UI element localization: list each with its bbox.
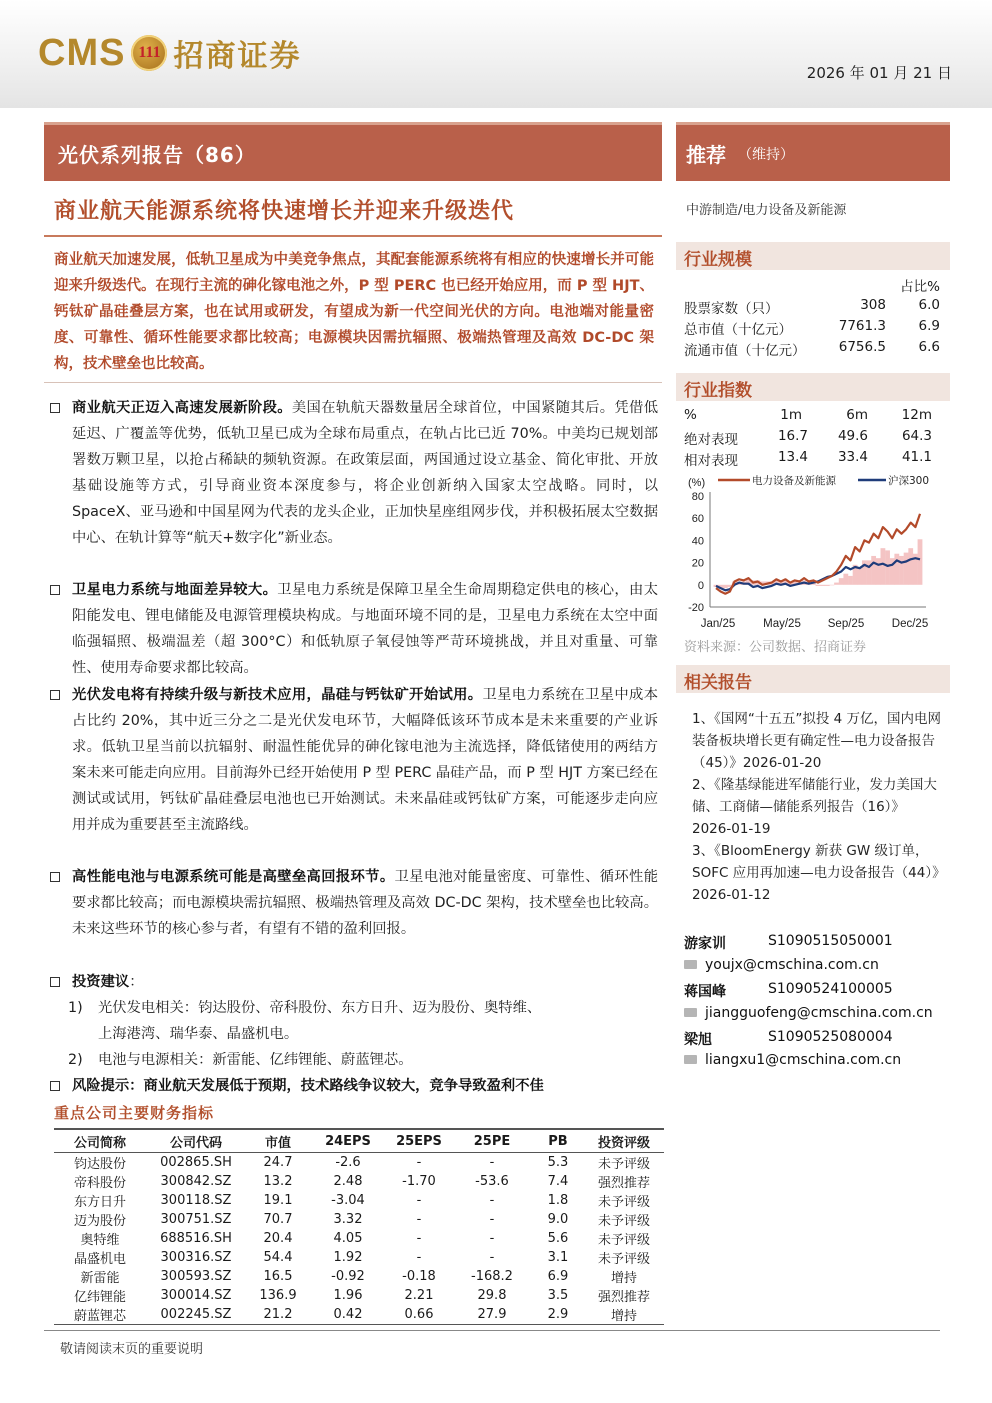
table-cell: -: [416, 1155, 422, 1170]
table-cell: 27.9: [452, 1305, 532, 1325]
logo-chinese-name: 招商证券: [173, 39, 302, 74]
index-col-12m: 12m: [901, 407, 932, 423]
table-cell: 3.1: [547, 1250, 569, 1265]
excess-return-bar: [918, 539, 923, 585]
table-cell: 未予评级: [597, 1157, 650, 1172]
table-cell: 300118.SZ: [160, 1193, 232, 1208]
column-header: 公司简称: [54, 1129, 146, 1153]
analyst-name: 游家训: [684, 936, 726, 952]
table-cell: 增持: [610, 1271, 637, 1286]
index-label: 绝对表现: [684, 432, 738, 448]
bullet-text: ：: [129, 974, 144, 990]
chart-svg: [680, 470, 950, 636]
logo-seal-icon: 111: [131, 35, 167, 71]
table-cell: 4.05: [333, 1231, 363, 1246]
bullet-heading: 高性能电池与电源系统可能是高壁垒高回报环节。: [72, 869, 395, 885]
table-cell: 54.4: [263, 1250, 293, 1265]
related-report-item[interactable]: 3、《BloomEnergy 新获 GW 级订单，SOFC 应用再加速—电力设备报告（44）》2026-01-12: [692, 843, 939, 903]
email-text: jiangguofeng@cmschina.com.cn: [705, 1005, 933, 1021]
email-text: youjx@cmschina.com.cn: [705, 957, 879, 973]
bullet-heading: 商业航天正迈入高速发展新阶段。: [72, 400, 292, 416]
table-cell: 1.92: [333, 1250, 363, 1265]
table-cell: 亿纬锂能: [73, 1290, 126, 1305]
excess-return-bar: [848, 576, 853, 585]
table-cell: -: [416, 1250, 422, 1265]
legend-label: 电力设备及新能源: [752, 475, 836, 487]
scale-value: 308: [860, 297, 886, 313]
risk-heading: 风险提示：: [72, 1078, 144, 1094]
index-1m: 16.7: [777, 428, 808, 444]
table-cell: -: [489, 1250, 495, 1265]
y-tick-label: 0: [697, 579, 704, 592]
x-tick-label: Dec/25: [891, 618, 929, 630]
index-col-1m: 1m: [780, 407, 802, 423]
column-header: 25EPS: [386, 1129, 452, 1153]
index-12m: 64.3: [901, 428, 932, 444]
risk-text: 商业航天发展低于预期，技术路线争议较大，竞争导致盈利不佳: [143, 1078, 544, 1094]
table-row: [54, 1191, 664, 1210]
table-cell: 蔚蓝锂芯: [54, 1305, 146, 1325]
table-cell: 未予评级: [597, 1233, 650, 1248]
index-row: [684, 428, 942, 448]
bullet-text: 卫星电力系统是保障卫星全生命周期稳定供电的核心，由太阳能发电、锂电储能及电源管理模块构成。与地面环境不同的是，卫星电力系统在太空中面临强辐照、极端温差（超 300°C）和低轨原子氧侵蚀等严苛环境挑战，并且对重量、可靠性、使用寿命要求都比较高。: [72, 582, 659, 676]
index-1m: 13.4: [777, 449, 808, 465]
financial-table: [54, 1128, 664, 1325]
table-cell: 70.7: [263, 1212, 293, 1227]
industry-index-title: 行业指数: [684, 381, 752, 401]
column-header: 24EPS: [310, 1129, 386, 1153]
table-cell: 136.9: [259, 1288, 297, 1303]
table-cell: 强烈推荐: [597, 1176, 650, 1191]
column-header: 25PE: [452, 1129, 532, 1153]
table-cell: 钧达股份: [73, 1157, 126, 1172]
excess-return-bar: [876, 558, 881, 585]
bullet-item: [50, 864, 658, 942]
y-tick-label: 80: [691, 491, 704, 503]
excess-return-bar: [908, 548, 913, 585]
analyst-name: 蒋国峰: [684, 984, 726, 1000]
table-cell: 未予评级: [597, 1252, 650, 1267]
table-row: [54, 1248, 664, 1267]
analyst-email[interactable]: [684, 1052, 901, 1074]
report-date: 2026 年 01 月 21 日: [806, 64, 952, 82]
scale-label: 总市值（十亿元）: [684, 322, 792, 338]
excess-return-bar: [820, 585, 825, 586]
summary-paragraph: 商业航天加速发展，低轨卫星成为中美竞争焦点，其配套能源系统将有相应的快速增长并可能迎来升级迭代。在现行主流的砷化镓电池之外，P 型 PERC 也已经开始应用，而 P 型 HJT、钙钛矿晶硅叠层方案，也在试用或研发，有望成为新一代空间光伏的方向。电池端对能量密度、可靠性、循环性能要求都比较高；电源模块因需抗辐照、极端热管理及高效 DC-DC 架构，技术壁垒也比较高。: [54, 252, 654, 372]
analyst-email[interactable]: [684, 1005, 933, 1027]
excess-return-bar: [839, 578, 844, 585]
suggestion-continuation: 上海港湾、瑞华泰、晶盛机电。: [98, 1026, 299, 1042]
excess-return-bar: [830, 585, 835, 586]
y-tick-label: 20: [691, 557, 704, 570]
table-cell: 002245.SZ: [146, 1305, 246, 1325]
industry-scale-title: 行业规模: [684, 250, 752, 270]
table-cell: -2.6: [335, 1155, 361, 1170]
index-6m: 33.4: [837, 449, 868, 465]
table-cell: 3.5: [547, 1288, 569, 1303]
table-cell: -168.2: [471, 1269, 513, 1284]
rating-label: 推荐: [686, 143, 726, 167]
excess-return-bar: [899, 556, 904, 585]
table-cell: -53.6: [475, 1174, 509, 1189]
report-title: 商业航天能源系统将快速增长并迎来升级迭代: [54, 199, 515, 224]
table-cell: -0.18: [402, 1269, 436, 1284]
bullet-item: [50, 969, 658, 995]
rating-banner: [676, 122, 950, 181]
table-row: [54, 1286, 664, 1305]
index-6m: 49.6: [837, 428, 868, 444]
table-cell: 6.9: [547, 1269, 569, 1284]
suggestion-number: 1): [68, 1000, 83, 1016]
table-cell: 13.2: [263, 1174, 293, 1189]
scale-row: [684, 297, 942, 317]
checkbox-bullet-icon: [50, 1081, 60, 1091]
related-report-item[interactable]: 2、《隆基绿能进军储能行业，发力美国大储、工商储—储能系列报告（16）》2026-01-19: [692, 777, 937, 837]
x-tick-label: May/25: [763, 618, 801, 630]
excess-return-bar: [843, 574, 848, 585]
table-cell: 0.66: [386, 1305, 452, 1325]
table-cell: 300751.SZ: [160, 1212, 232, 1227]
table-cell: 19.1: [263, 1193, 293, 1208]
legend-label: 沪深300: [888, 475, 930, 487]
scale-value: 6756.5: [838, 339, 886, 355]
table-cell: 20.4: [263, 1231, 293, 1246]
scale-label: 流通市值（十亿元）: [684, 343, 806, 359]
y-tick-label: -20: [688, 602, 704, 614]
table-cell: 迈为股份: [73, 1214, 126, 1229]
index-col-label: %: [684, 407, 697, 423]
summary-divider: [44, 382, 662, 383]
table-row: [54, 1210, 664, 1229]
table-row: [54, 1229, 664, 1248]
suggestion-item: [68, 995, 541, 1021]
table-cell: 300316.SZ: [160, 1250, 232, 1265]
table-cell: 增持: [584, 1305, 664, 1325]
title-divider: [44, 235, 662, 237]
mail-icon: [684, 960, 697, 969]
suggestion-text: 光伏发电相关：钧达股份、帝科股份、东方日升、迈为股份、奥特维、: [98, 1000, 542, 1016]
risk-warning: [50, 1073, 658, 1099]
table-cell: 21.2: [246, 1305, 310, 1325]
scale-label: 股票家数（只）: [684, 301, 779, 317]
analyst: [684, 933, 893, 955]
table-cell: 1.96: [333, 1288, 363, 1303]
table-cell: 奥特维: [80, 1233, 120, 1248]
industry-index-header: [676, 373, 950, 401]
table-cell: -1.70: [402, 1174, 436, 1189]
table-cell: 29.8: [477, 1288, 507, 1303]
scale-pct: 6.9: [918, 318, 940, 334]
table-cell: 002865.SH: [160, 1155, 232, 1170]
table-cell: -: [489, 1155, 495, 1170]
index-label: 相对表现: [684, 453, 738, 469]
checkbox-bullet-icon: [50, 977, 60, 987]
analyst: [684, 981, 893, 1003]
table-cell: -: [416, 1231, 422, 1246]
table-cell: 东方日升: [73, 1195, 126, 1210]
chart-source: 资料来源：公司数据、招商证券: [684, 640, 867, 655]
table-cell: 24.7: [263, 1155, 293, 1170]
analyst-id: S1090524100005: [768, 981, 893, 997]
excess-return-bar: [857, 568, 862, 585]
industry-scale-header: [676, 242, 950, 270]
logo-text: CMS: [38, 31, 126, 74]
checkbox-bullet-icon: [50, 585, 60, 595]
checkbox-bullet-icon: [50, 872, 60, 882]
table-cell: 9.0: [547, 1212, 569, 1227]
bullet-text: 美国在轨航天器数量居全球首位，中国紧随其后。凭借低延迟、广覆盖等优势，低轨卫星已成为全球布局重点，在轨占比已近 70%。中美均已规划部署数万颗卫星，以抢占稀缺的频轨资源。在政策层面，两国通过设立基金、简化审批、开放基础设施等方式，引导商业资本深度参与，将企业创新纳入国家太空战略。同时，以 SpaceX、亚马逊和中国星网为代表的龙头企业，正加快星座组网步伐，并积极拓展太空数据中心、在轨计算等“航天+数字化”新业态。: [72, 400, 659, 546]
pct-header: 占比%: [900, 279, 940, 295]
bullet-item: [50, 395, 658, 551]
table-cell: -: [489, 1193, 495, 1208]
excess-return-bar: [885, 550, 890, 584]
scale-row: [684, 339, 942, 359]
bullet-item: [50, 682, 658, 838]
analyst-id: S1090525080004: [768, 1029, 893, 1045]
mail-icon: [684, 1008, 697, 1017]
bullet-heading: 光伏发电将有持续升级与新技术应用，晶硅与钙钛矿开始试用。: [72, 687, 483, 703]
performance-chart: [680, 470, 950, 636]
table-row: [54, 1153, 664, 1173]
excess-return-bar: [723, 585, 728, 588]
excess-return-bar: [834, 583, 839, 585]
scale-pct: 6.0: [918, 297, 940, 313]
table-cell: 强烈推荐: [597, 1290, 650, 1305]
rating-note: （维持）: [738, 147, 794, 163]
suggestion-text: 电池与电源相关：新雷能、亿纬锂能、蔚蓝锂芯。: [98, 1052, 413, 1068]
table-cell: 2.48: [333, 1174, 363, 1189]
series-label: 光伏系列报告（86）: [58, 143, 256, 167]
excess-return-bar: [871, 556, 876, 585]
table-cell: 688516.SH: [160, 1231, 232, 1246]
financial-table-title: 重点公司主要财务指标: [54, 1104, 215, 1122]
related-report-item[interactable]: 1、《国网“十五五”拟投 4 万亿，国内电网装备板块增长更有确定性—电力设备报告（45）》2026-01-20: [692, 711, 941, 771]
table-cell: 晶盛机电: [73, 1252, 126, 1267]
table-row: [54, 1305, 664, 1325]
bullet-heading: 投资建议: [72, 974, 130, 990]
table-cell: 2.9: [532, 1305, 584, 1325]
index-col-6m: 6m: [846, 407, 868, 423]
y-tick-label: 40: [691, 535, 704, 548]
analyst-id: S1090515050001: [768, 933, 893, 949]
column-header: 公司代码: [146, 1129, 246, 1153]
table-cell: 300014.SZ: [160, 1288, 232, 1303]
table-cell: 新雷能: [80, 1271, 120, 1286]
table-row: [54, 1172, 664, 1191]
table-cell: 0.42: [310, 1305, 386, 1325]
excess-return-bar: [825, 585, 830, 586]
table-cell: 16.5: [263, 1269, 293, 1284]
y-tick-label: 60: [691, 513, 704, 526]
related-reports-header: [676, 665, 950, 693]
excess-return-bar: [894, 554, 899, 585]
sector-label: 中游制造/电力设备及新能源: [686, 203, 847, 218]
cms-logo: [38, 28, 301, 78]
excess-return-bar: [904, 553, 909, 585]
table-cell: 1.8: [547, 1193, 569, 1208]
index-row: [684, 449, 942, 469]
bullet-heading: 卫星电力系统与地面差异较大。: [72, 582, 278, 598]
suggestion-number: 2): [68, 1052, 83, 1068]
series-banner: [44, 122, 662, 181]
excess-return-bar: [816, 585, 821, 586]
scale-pct: 6.6: [918, 339, 940, 355]
table-cell: 300842.SZ: [160, 1174, 232, 1189]
table-cell: -: [489, 1212, 495, 1227]
table-row: [54, 1267, 664, 1286]
table-cell: 未予评级: [597, 1195, 650, 1210]
checkbox-bullet-icon: [50, 403, 60, 413]
column-header: 投资评级: [584, 1129, 664, 1153]
bullet-text: 卫星电力系统在卫星中成本占比约 20%，其中近三分之二是光伏发电环节，大幅降低该环节成本是未来重要的产业诉求。低轨卫星当前以抗辐射、耐温性能优异的砷化镓电池为主流选择，降低锗使用的两结方案未来可能走向应用。目前海外已经开始使用 P 型 PERC 晶硅产品，而 P 型 HJT 方案已经在测试或试用，钙钛矿晶硅叠层电池也已开始测试。未来晶硅或钙钛矿方案，可能逐步走向应用并成为重要甚至主流路线。: [72, 687, 658, 833]
table-cell: -3.04: [331, 1193, 365, 1208]
column-header: PB: [532, 1129, 584, 1153]
x-tick-label: Sep/25: [827, 618, 865, 630]
table-cell: 3.32: [333, 1212, 363, 1227]
table-cell: 帝科股份: [73, 1176, 126, 1191]
table-cell: -: [489, 1231, 495, 1246]
scale-value: 7761.3: [838, 318, 886, 334]
table-cell: 未予评级: [597, 1214, 650, 1229]
table-cell: 5.6: [547, 1231, 569, 1246]
table-cell: -: [416, 1193, 422, 1208]
x-tick-label: Jan/25: [700, 618, 736, 630]
index-header-row: [684, 407, 942, 427]
analyst-email[interactable]: [684, 957, 879, 979]
footer-note: 敬请阅读末页的重要说明: [60, 1342, 204, 1357]
table-cell: -0.92: [331, 1269, 365, 1284]
table-cell: 7.4: [547, 1174, 569, 1189]
suggestion-item: [68, 1047, 413, 1073]
table-cell: 2.21: [404, 1288, 434, 1303]
scale-row: [684, 318, 942, 338]
analyst-name: 梁旭: [684, 1032, 712, 1048]
checkbox-bullet-icon: [50, 690, 60, 700]
index-12m: 41.1: [901, 449, 932, 465]
footer-divider: [44, 1330, 940, 1331]
mail-icon: [684, 1055, 697, 1064]
bullet-item: [50, 577, 658, 681]
related-reports-title: 相关报告: [684, 673, 752, 693]
table-cell: 5.3: [547, 1155, 569, 1170]
analyst: [684, 1029, 893, 1051]
excess-return-bar: [881, 548, 886, 585]
table-cell: 300593.SZ: [160, 1269, 232, 1284]
scale-column-header: [684, 275, 942, 295]
bullet-text: 卫星电池对能量密度、可靠性、循环性能要求都比较高；而电源模块需抗辐照、极端热管理及高效 DC-DC 架构，技术壁垒也比较高。未来这些环节的核心参与者，有望有不错的盈利回报。: [72, 869, 658, 937]
y-axis-label: (%): [688, 477, 706, 489]
column-header: 市值: [246, 1129, 310, 1153]
table-cell: -: [416, 1212, 422, 1227]
email-text: liangxu1@cmschina.com.cn: [705, 1052, 902, 1068]
table-header-row: [54, 1129, 664, 1153]
